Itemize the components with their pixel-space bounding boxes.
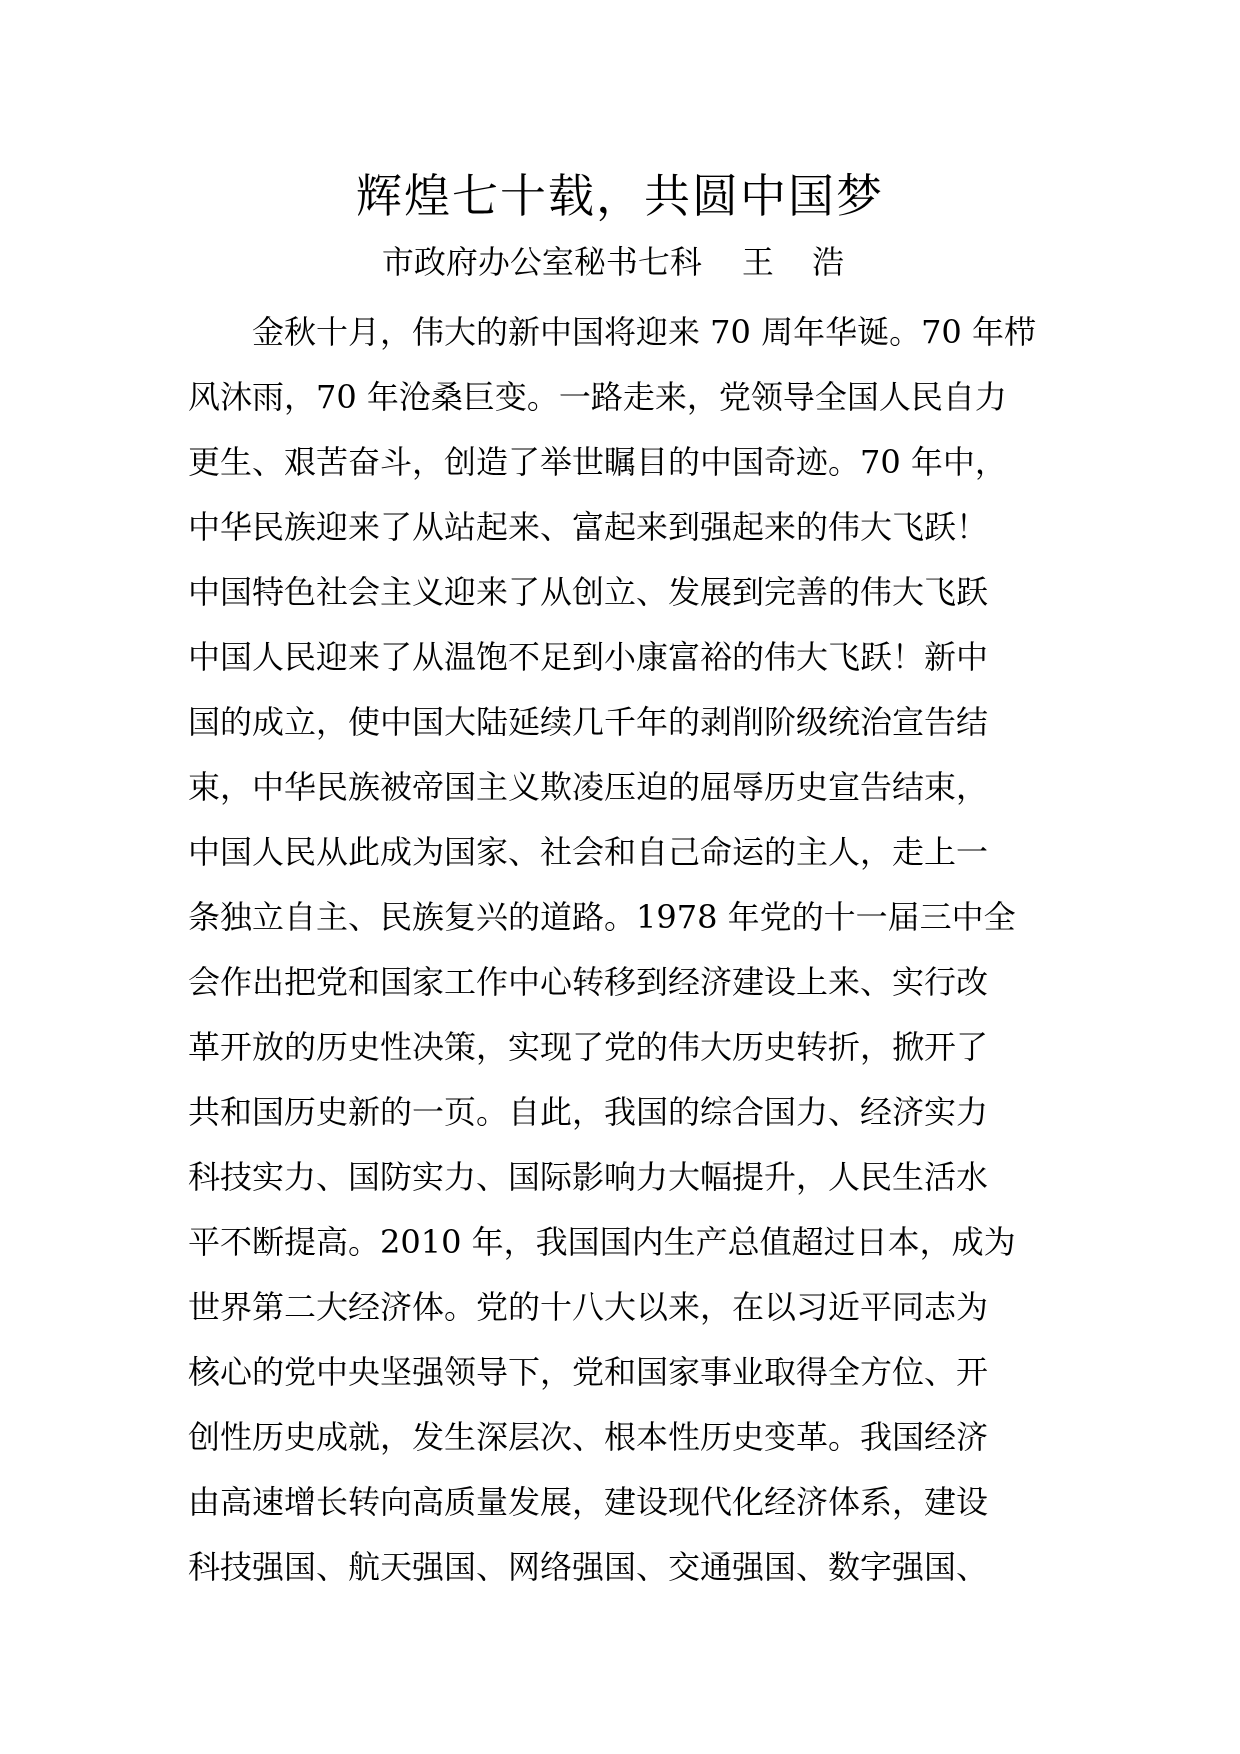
body-line: 科技实力、国防实力、国际影响力大幅提升，人民生活水 — [188, 1158, 989, 1196]
body-line: 革开放的历史性决策，实现了党的伟大历史转折，掀开了 — [188, 1028, 989, 1066]
body-line: 核心的党中央坚强领导下，党和国家事业取得全方位、开 — [188, 1353, 989, 1391]
body-line: 科技强国、航天强国、网络强国、交通强国、数字强国、 — [188, 1548, 989, 1586]
body-line: 中国人民从此成为国家、社会和自己命运的主人，走上一 — [188, 833, 989, 871]
body-line: 束，中华民族被帝国主义欺凌压迫的屈辱历史宣告结束， — [188, 768, 989, 806]
body-line: 中国人民迎来了从温饱不足到小康富裕的伟大飞跃！新中 — [188, 638, 989, 676]
body-line: 由高速增长转向高质量发展，建设现代化经济体系，建设 — [188, 1483, 989, 1521]
body-line: 世界第二大经济体。党的十八大以来，在以习近平同志为 — [188, 1288, 989, 1326]
body-line: 金秋十月，伟大的新中国将迎来 70 周年华诞。70 年栉 — [188, 313, 1036, 351]
body-line: 更生、艰苦奋斗，创造了举世瞩目的中国奇迹。70 年中， — [188, 443, 1007, 481]
document-title: 辉煌七十载，共圆中国梦 — [356, 169, 884, 223]
body-line: 创性历史成就，发生深层次、根本性历史变革。我国经济 — [188, 1418, 989, 1456]
body-line: 共和国历史新的一页。自此，我国的综合国力、经济实力 — [188, 1093, 989, 1131]
body-line: 平不断提高。2010 年，我国国内生产总值超过日本，成为 — [188, 1223, 1016, 1261]
byline-department: 市政府办公室秘书七科 — [381, 243, 702, 281]
byline-author: 王 浩 — [741, 243, 859, 281]
body-line: 条独立自主、民族复兴的道路。1978 年党的十一届三中全 — [188, 898, 1016, 936]
byline — [0, 238, 1240, 286]
body-line: 国的成立，使中国大陆延续几千年的剥削阶级统治宣告结 — [188, 703, 989, 741]
body-text — [188, 300, 1058, 1600]
body-line: 中国特色社会主义迎来了从创立、发展到完善的伟大飞跃 — [188, 573, 989, 611]
body-line: 风沐雨，70 年沧桑巨变。一路走来，党领导全国人民自力 — [188, 378, 1007, 416]
body-line: 中华民族迎来了从站起来、富起来到强起来的伟大飞跃！ — [188, 508, 989, 546]
body-line: 会作出把党和国家工作中心转移到经济建设上来、实行改 — [188, 963, 989, 1001]
